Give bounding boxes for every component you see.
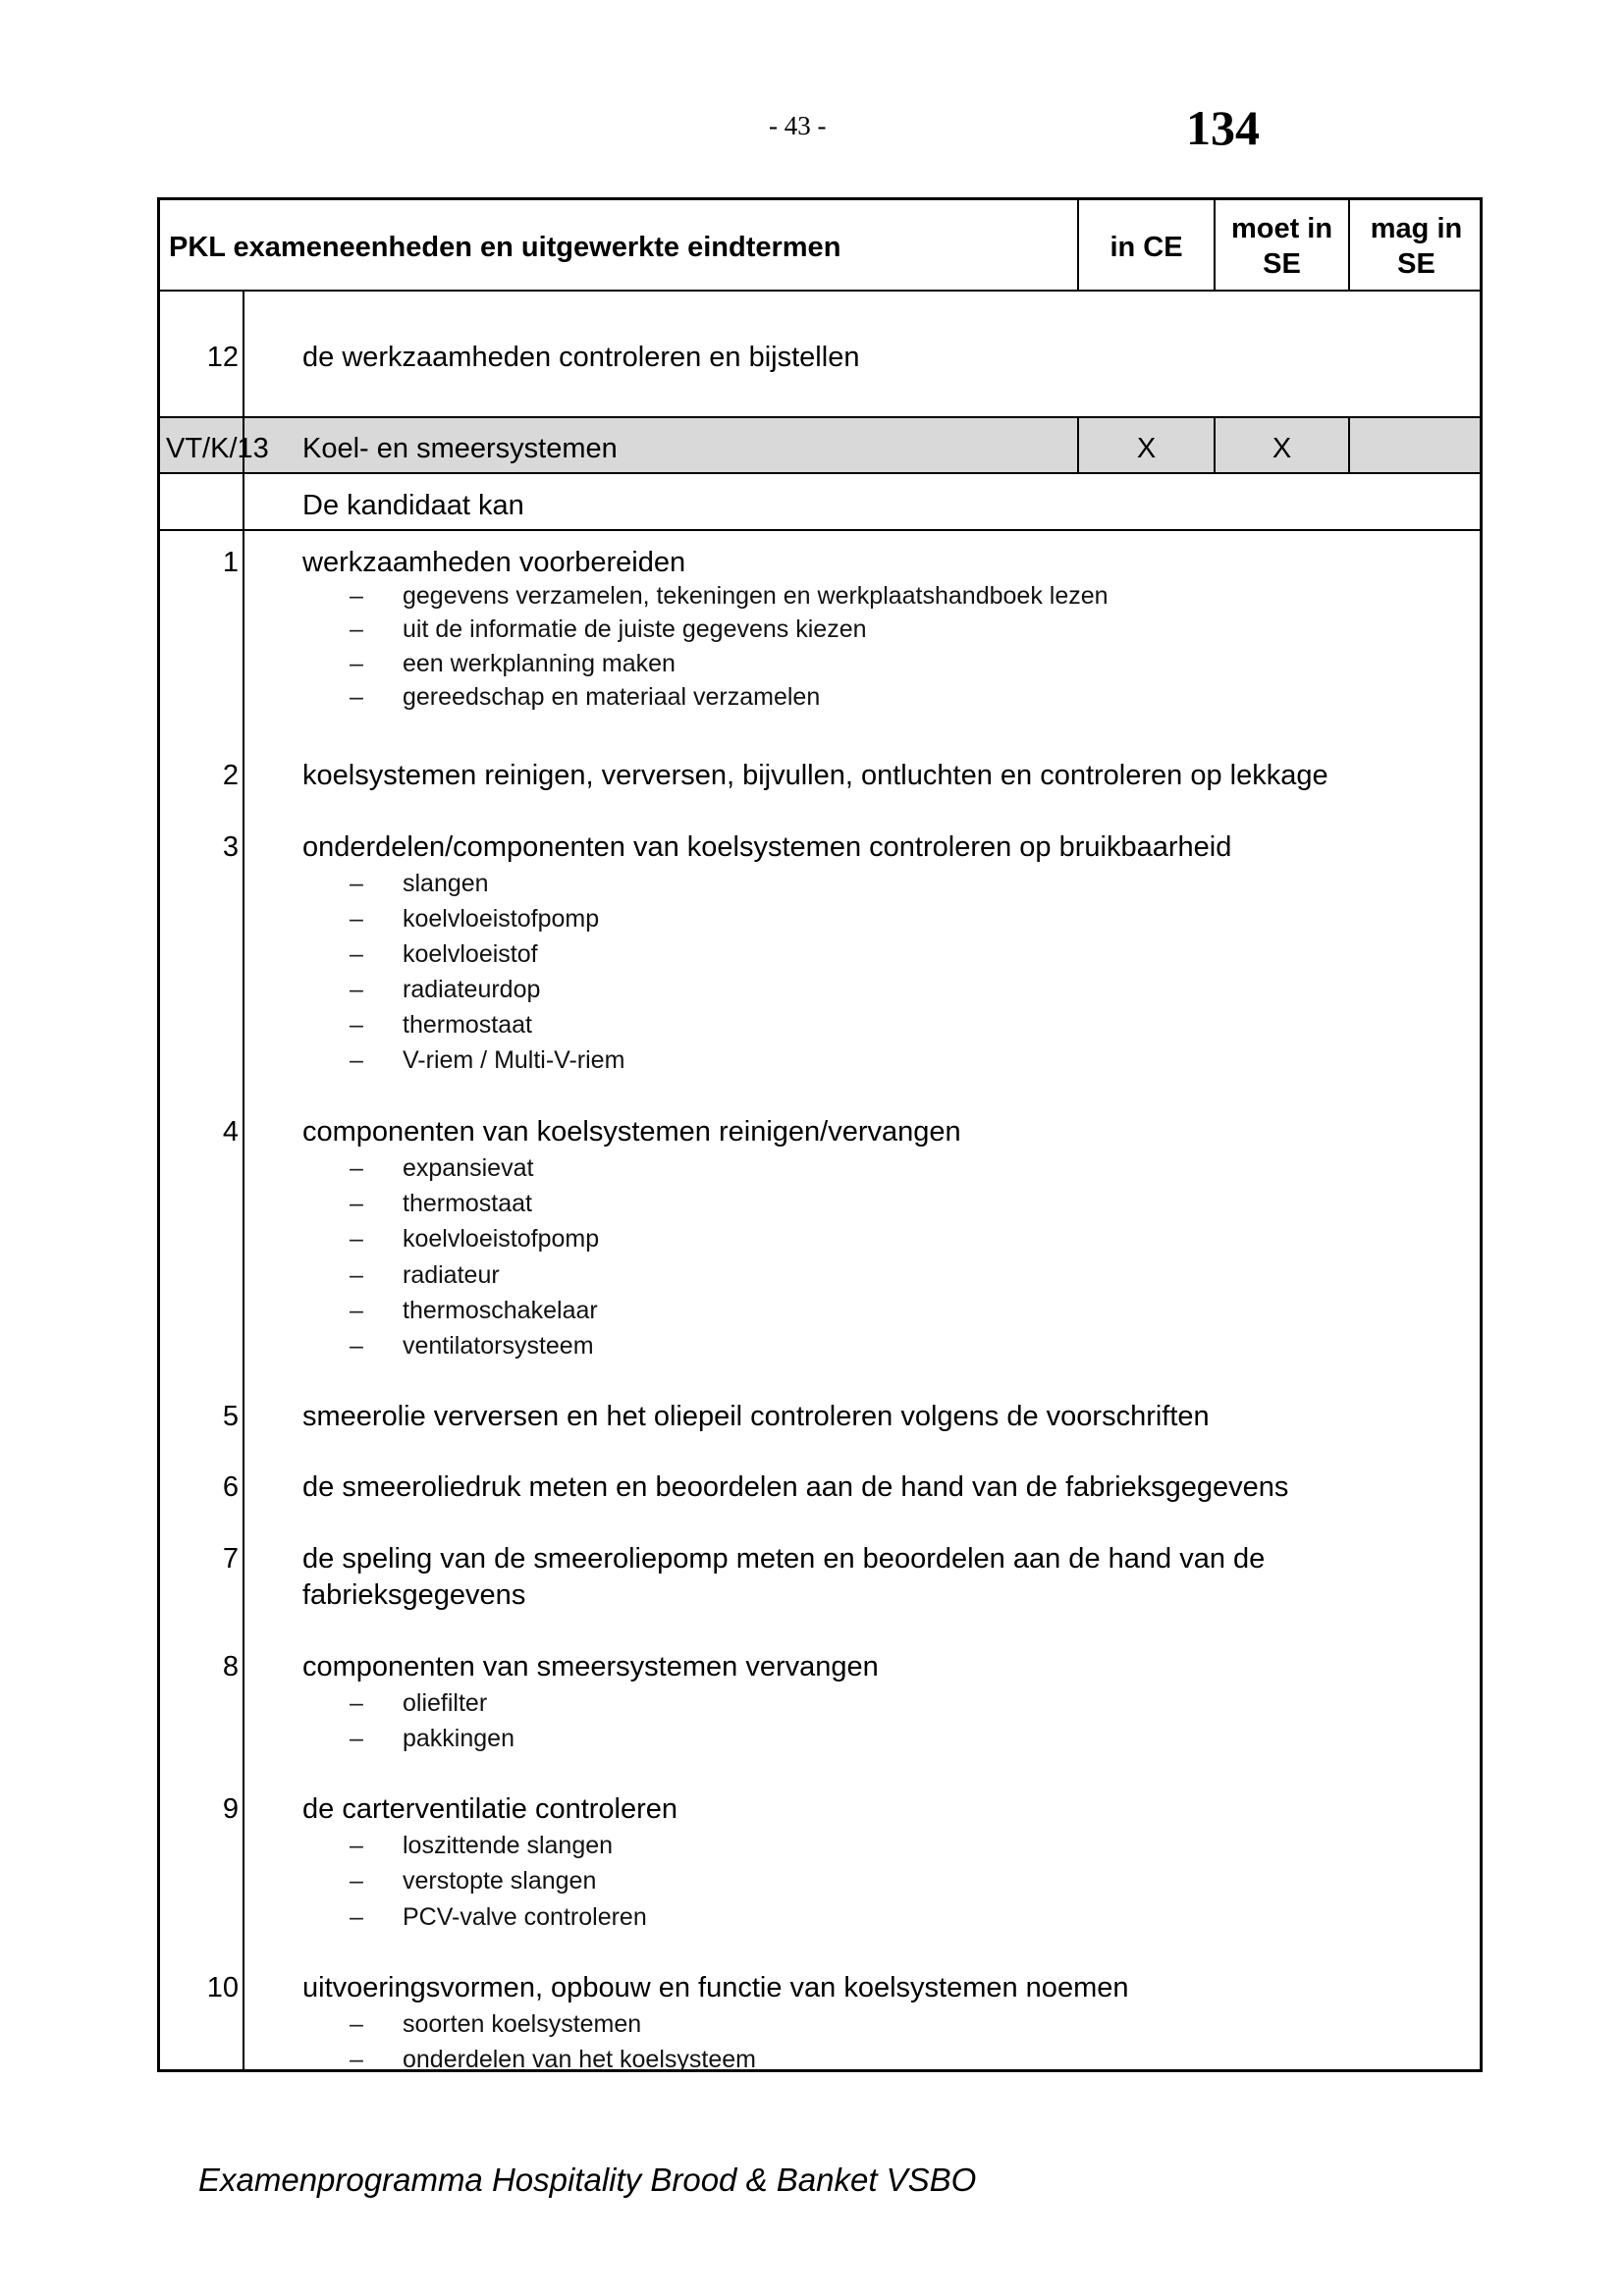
item-number: 10 [206, 1972, 239, 2003]
item-text: de werkzaamheden controleren en bijstellen [302, 342, 860, 373]
sub-item: koelvloeistofpomp [403, 1225, 600, 1253]
sub-item: uit de informatie de juiste gegevens kiezen [403, 615, 867, 643]
sub-item: een werkplanning maken [403, 650, 676, 677]
sub-item: radiateur [403, 1261, 500, 1289]
dash-bullet: – [350, 976, 363, 1003]
sub-item: thermoschakelaar [403, 1297, 598, 1324]
dash-bullet: – [350, 1154, 363, 1182]
sub-item: koelvloeistofpomp [403, 905, 600, 933]
sub-item: gegevens verzamelen, tekeningen en werkplaatshandboek lezen [403, 582, 1109, 610]
item-number: 6 [222, 1471, 239, 1503]
header-divider [160, 290, 1480, 292]
unit-moet-in-se-mark: X [1272, 433, 1292, 464]
sub-item: pakkingen [403, 1725, 514, 1752]
item-text: de speling van de smeeroliepomp meten en beoordelen aan de hand van de [302, 1543, 1266, 1575]
sub-item: thermostaat [403, 1190, 533, 1217]
dash-bullet: – [350, 870, 363, 897]
sub-item: koelvloeistof [403, 940, 538, 968]
dash-bullet: – [350, 1725, 363, 1752]
dash-bullet: – [350, 1332, 363, 1360]
page-number-large: 134 [1186, 100, 1260, 155]
item-text: koelsystemen reinigen, verversen, bijvullen, ontluchten en controleren op lekkage [302, 760, 1328, 791]
item-text: werkzaamheden voorbereiden [302, 547, 686, 578]
dash-bullet: – [350, 940, 363, 968]
intro-text: De kandidaat kan [302, 490, 524, 521]
header-mag-in-se-line1: mag in [1370, 213, 1463, 244]
row-divider [160, 472, 1480, 474]
header-moet-in-se-line2: SE [1263, 248, 1301, 280]
dash-bullet: – [350, 1903, 363, 1931]
item-text: onderdelen/componenten van koelsystemen controleren op bruikbaarheid [302, 831, 1232, 863]
sub-item: radiateurdop [403, 976, 541, 1003]
item-text: smeerolie verversen en het oliepeil controleren volgens de voorschriften [302, 1401, 1210, 1432]
table-header-title: PKL exameneenheden en uitgewerkte eindtermen [169, 232, 841, 263]
eindtermen-table [157, 197, 1483, 2072]
dash-bullet: – [350, 2010, 363, 2038]
sub-item: thermostaat [403, 1011, 533, 1039]
dash-bullet: – [350, 2046, 363, 2073]
item-text: uitvoeringsvormen, opbouw en functie van koelsystemen noemen [302, 1972, 1129, 2003]
dash-bullet: – [350, 1867, 363, 1895]
dash-bullet: – [350, 1011, 363, 1039]
item-number: 4 [222, 1116, 239, 1148]
item-number: 9 [222, 1793, 239, 1825]
dash-bullet: – [350, 683, 363, 711]
dash-bullet: – [350, 1689, 363, 1717]
sub-item: expansievat [403, 1154, 534, 1182]
dash-bullet: – [350, 905, 363, 933]
sub-item: verstopte slangen [403, 1867, 597, 1895]
sub-item: V-riem / Multi-V-riem [403, 1046, 625, 1074]
item-number: 2 [222, 760, 239, 791]
unit-in-ce-mark: X [1136, 433, 1157, 464]
unit-title: Koel- en smeersystemen [302, 433, 618, 464]
dash-bullet: – [350, 1832, 363, 1859]
header-in-ce: in CE [1110, 232, 1183, 263]
dash-bullet: – [350, 1225, 363, 1253]
page-number-small: - 43 - [769, 111, 827, 140]
item-number: 1 [222, 547, 239, 578]
item-number: 3 [222, 831, 239, 863]
header-moet-in-se-line1: moet in [1230, 213, 1333, 244]
item-text: de smeeroliedruk meten en beoordelen aan de hand van de fabrieksgegevens [302, 1471, 1289, 1503]
sub-item: slangen [403, 870, 489, 897]
col-divider [1348, 416, 1350, 473]
unit-code: VT/K/13 [166, 433, 269, 464]
sub-item: loszittende slangen [403, 1832, 614, 1859]
item-text: componenten van koelsystemen reinigen/vervangen [302, 1116, 961, 1148]
item-number: 8 [222, 1651, 239, 1682]
sub-item: oliefilter [403, 1689, 488, 1717]
item-text: componenten van smeersystemen vervangen [302, 1651, 879, 1682]
item-number: 7 [222, 1543, 239, 1575]
sub-item: ventilatorsysteem [403, 1332, 594, 1360]
row-divider [160, 416, 1480, 418]
item-text-continued: fabrieksgegevens [302, 1579, 526, 1611]
dash-bullet: – [350, 582, 363, 610]
header-mag-in-se-line2: SE [1397, 248, 1435, 280]
sub-item: soorten koelsystemen [403, 2010, 642, 2038]
sub-item: onderdelen van het koelsysteem [403, 2046, 756, 2073]
dash-bullet: – [350, 1190, 363, 1217]
dash-bullet: – [350, 1046, 363, 1074]
sub-item: PCV-valve controleren [403, 1903, 647, 1931]
sub-item: gereedschap en materiaal verzamelen [403, 683, 821, 711]
row-divider [160, 529, 1480, 531]
item-text: de carterventilatie controleren [302, 1793, 678, 1825]
item-number: 5 [222, 1401, 239, 1432]
dash-bullet: – [350, 1261, 363, 1289]
number-col-divider [243, 290, 244, 2072]
dash-bullet: – [350, 615, 363, 643]
dash-bullet: – [350, 650, 363, 677]
dash-bullet: – [350, 1297, 363, 1324]
document-footer: Examenprogramma Hospitality Brood & Banket VSBO [198, 2162, 977, 2198]
item-number: 12 [206, 342, 239, 373]
